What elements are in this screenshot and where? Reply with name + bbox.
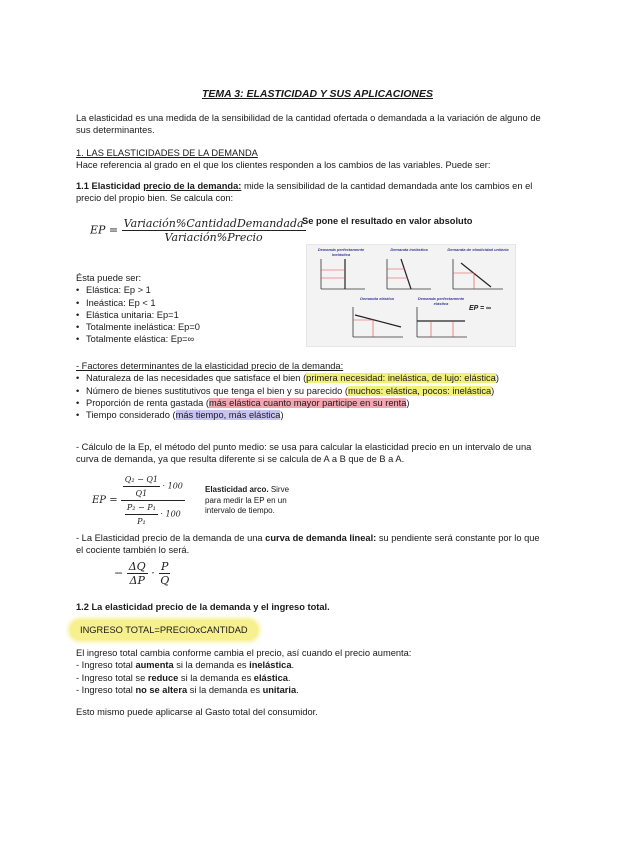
page-title: TEMA 3: ELASTICIDAD Y SUS APLICACIONES	[201, 88, 434, 100]
section-1-1-label-underlined: precio de la demanda:	[143, 181, 242, 191]
income-rule: - Ingreso total aumenta si la demanda es inelástica.	[76, 660, 295, 671]
factor-item: • Tiempo considerado (más tiempo, más elástica)	[76, 409, 546, 421]
type-item: • Totalmente inelástica: Ep=0	[76, 321, 296, 333]
graph-title: Demanda de elasticidad unitaria	[447, 247, 509, 252]
income-rule: - Ingreso total no se altera si la demanda es unitaria.	[76, 684, 299, 695]
factors-section	[76, 360, 546, 421]
midpoint-paragraph: - Cálculo de la Ep, el método del punto medio: se usa para calcular la elasticidad precio en un intervalo de una curva de demanda, ya que resulta diferente si se calcula de A a B que de B a A.	[76, 442, 532, 465]
ep-formula	[90, 217, 306, 244]
graph-unit-elastic	[453, 259, 503, 289]
footer-paragraph: Esto mismo puede aplicarse al Gasto total del consumidor.	[76, 707, 318, 717]
arc-elasticity-note: Elasticidad arco. Sirve para medir la EP en un intervalo de tiempo.	[205, 485, 290, 515]
ingreso-total-section: El ingreso total cambia conforme cambia el precio, así cuando el precio aumenta: - Ingreso total aumenta si la demanda es inelástica. - Ingreso total se reduce si la demanda es elástica. - Ingreso total no se altera si la demanda es unitaria.	[76, 647, 556, 696]
elasticity-types	[76, 272, 296, 346]
factor-item: • Número de bienes sustitutivos que tenga el bien y su parecido (muchos: elástica, pocos: inelástica)	[76, 385, 546, 397]
graph-title: Demanda inelástica	[390, 247, 428, 252]
graph-inelastic	[387, 259, 431, 289]
type-item: • Totalmente elástica: Ep=∞	[76, 333, 296, 345]
ep-infinity-label: EP = ∞	[469, 305, 492, 312]
section-1-1-text: mide la sensibilidad de la cantidad demandada ante los cambios en el precio del propio bien. Se calcula con:	[76, 181, 533, 204]
section-1	[76, 147, 556, 172]
section-1-2-heading: 1.2 La elasticidad precio de la demanda y el ingreso total.	[76, 602, 330, 612]
factor-highlight: más tiempo, más elástica	[175, 410, 281, 421]
ep-formula-lhs: EP =	[90, 223, 119, 237]
graph-title: Demanda elástica	[360, 296, 394, 301]
section-1-1-label: 1.1 Elasticidad	[76, 181, 144, 191]
type-item: • Elástica unitaria: Ep=1	[76, 309, 296, 321]
ep-formula-denominator: Variación%Precio	[164, 231, 263, 244]
section-1-1-paragraph	[76, 180, 556, 205]
demand-curves-figure	[306, 244, 516, 347]
factor-highlight: muchos: elástica, pocos: inelástica	[348, 385, 492, 396]
section-1-text: Hace referencia al grado en el que los clientes responden a los cambios de las variables. Puede ser:	[76, 160, 491, 171]
income-rule: - Ingreso total se reduce si la demanda es elástica.	[76, 672, 291, 683]
midpoint-formula: EP = $\frac{\text{Q₂ − Q1}}{Q1}$ · 100 $\frac{\text{P₂ − P₁}}{\text{P₁}}$ · 100	[92, 475, 183, 526]
factor-highlight: más elástica cuanto mayor participe en su renta	[209, 397, 407, 408]
factor-item: • Proporción de renta gastada (más elástica cuanto mayor participe en su renta)	[76, 397, 546, 409]
demand-curves-svg	[307, 245, 515, 346]
graph-perfectly-inelastic	[321, 259, 365, 289]
types-intro: Ésta puede ser:	[76, 273, 142, 283]
midpoint-lhs: EP =	[92, 495, 118, 506]
factors-heading: - Factores determinantes de la elasticidad precio de la demanda:	[76, 361, 344, 371]
graph-title: Demanda perfectamente elástica	[417, 296, 465, 306]
section-1-heading: 1. LAS ELASTICIDADES DE LA DEMANDA	[76, 148, 258, 158]
graph-elastic	[353, 307, 403, 337]
ep-formula-numerator: Variación%CantidadDemandada	[123, 217, 304, 230]
linear-formula: − $\frac{\Delta Q}{\Delta P}$ · $\frac{P}{Q}$	[114, 560, 170, 587]
intro-paragraph: La elasticidad es una medida de la sensibilidad de la cantidad ofertada o demandada a la variación de alguno de sus determinantes.	[76, 113, 541, 136]
graph-perfectly-elastic	[417, 307, 467, 337]
ingreso-total-highlight: INGRESO TOTAL=PRECIOxCANTIDAD	[70, 620, 258, 640]
graph-title: Demanda perfectamente inelástica	[317, 247, 365, 257]
linear-demand-paragraph: - La Elasticidad precio de la demanda de una curva de demanda lineal: su pendiente será constante por lo que el cociente también lo será.	[76, 533, 540, 556]
absolute-value-note: Se pone el resultado en valor absoluto	[302, 216, 473, 226]
type-item: • Elástica: Ep > 1	[76, 284, 296, 296]
factor-highlight: primera necesidad: inelástica, de lujo: elástica	[306, 373, 496, 384]
factor-item: • Naturaleza de las necesidades que satisface el bien (primera necesidad: inelástica, de lujo: elástica)	[76, 372, 546, 384]
type-item: • Ineástica: Ep < 1	[76, 297, 296, 309]
